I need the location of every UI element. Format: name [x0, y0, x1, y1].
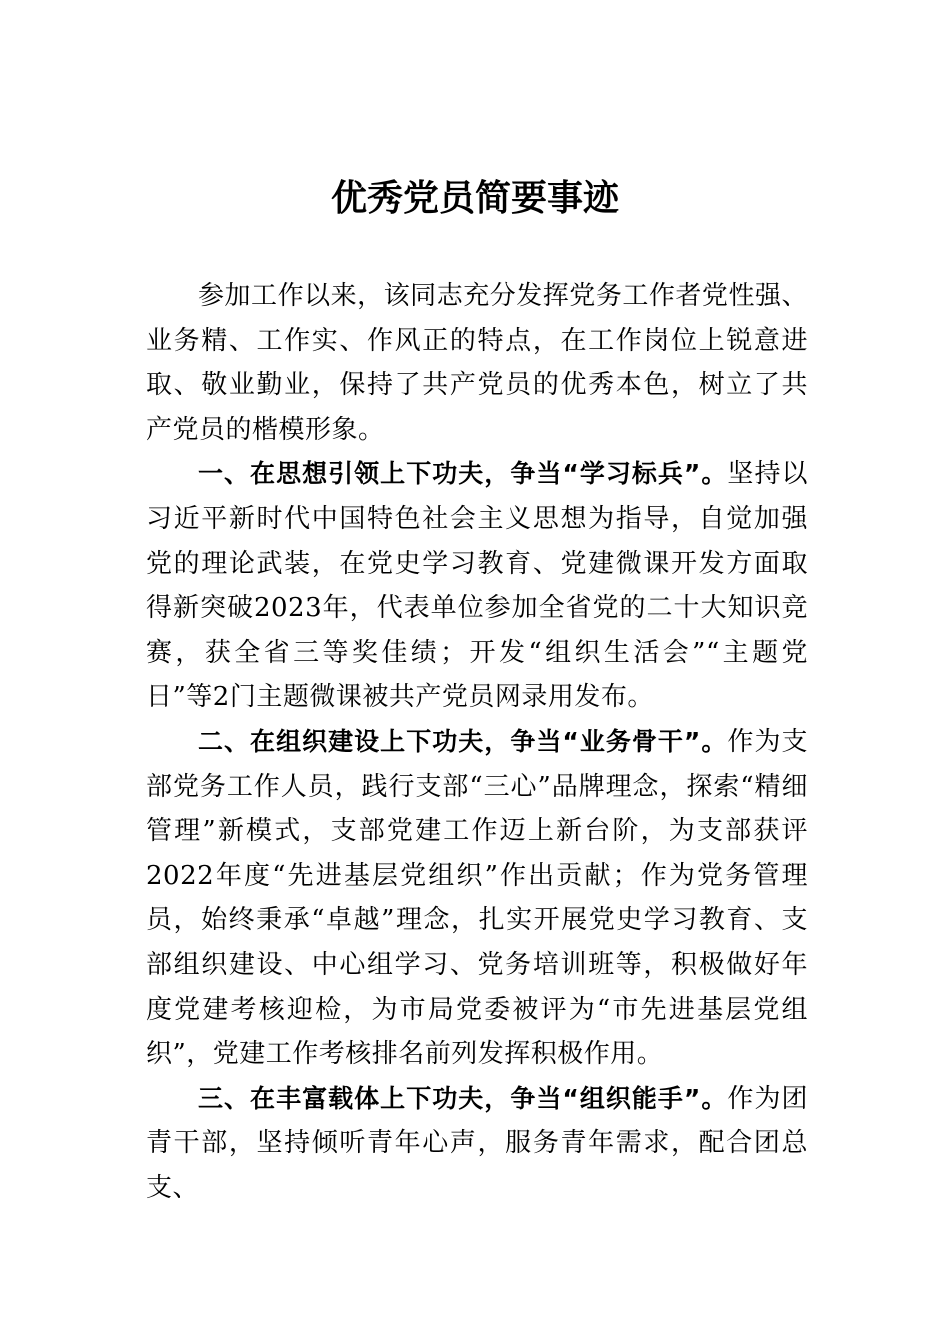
paragraph-section-1: [146, 452, 808, 720]
paragraph-text: 参加工作以来，该同志充分发挥党务工作者党性强、业务精、工作实、作风正的特点，在工作岗位上锐意进取、敬业勤业，保持了共产党员的优秀本色，树立了共产党员的楷模形象。: [146, 281, 808, 445]
paragraph-section-2: [146, 720, 808, 1077]
document-body: [146, 274, 808, 1210]
paragraph-section-3: [146, 1077, 808, 1211]
section-heading: 二、在组织建设上下功夫，争当“业务骨干”。: [198, 726, 728, 756]
section-heading: 三、在丰富载体上下功夫，争当“组织能手”。: [198, 1083, 728, 1113]
paragraph-intro: [146, 274, 808, 452]
paragraph-text: 作为支部党务工作人员，践行支部“三心”品牌理念，探索“精细管理”新模式，支部党建工作迈上新台阶，为支部获评2022年度“先进基层党组织”作出贡献；作为党务管理员，始终秉承“卓越”理念，扎实开展党史学习教育、支部组织建设、中心组学习、党务培训班等，积极做好年度党建考核迎检，为市局党委被评为“市先进基层党组织”，党建工作考核排名前列发挥积极作用。: [146, 726, 808, 1070]
paragraph-text: 作为团青干部，坚持倾听青年心声，服务青年需求，配合团总支、: [146, 1083, 808, 1203]
document-title: 优秀党员简要事迹: [330, 177, 619, 219]
section-heading: 一、在思想引领上下功夫，争当“学习标兵”。: [198, 459, 728, 489]
paragraph-text: 坚持以习近平新时代中国特色社会主义思想为指导，自觉加强党的理论武装，在党史学习教育、党建微课开发方面取得新突破2023年，代表单位参加全省党的二十大知识竞赛，获全省三等奖佳绩；开发“组织生活会”“主题党日”等2门主题微课被共产党员网录用发布。: [146, 459, 808, 713]
